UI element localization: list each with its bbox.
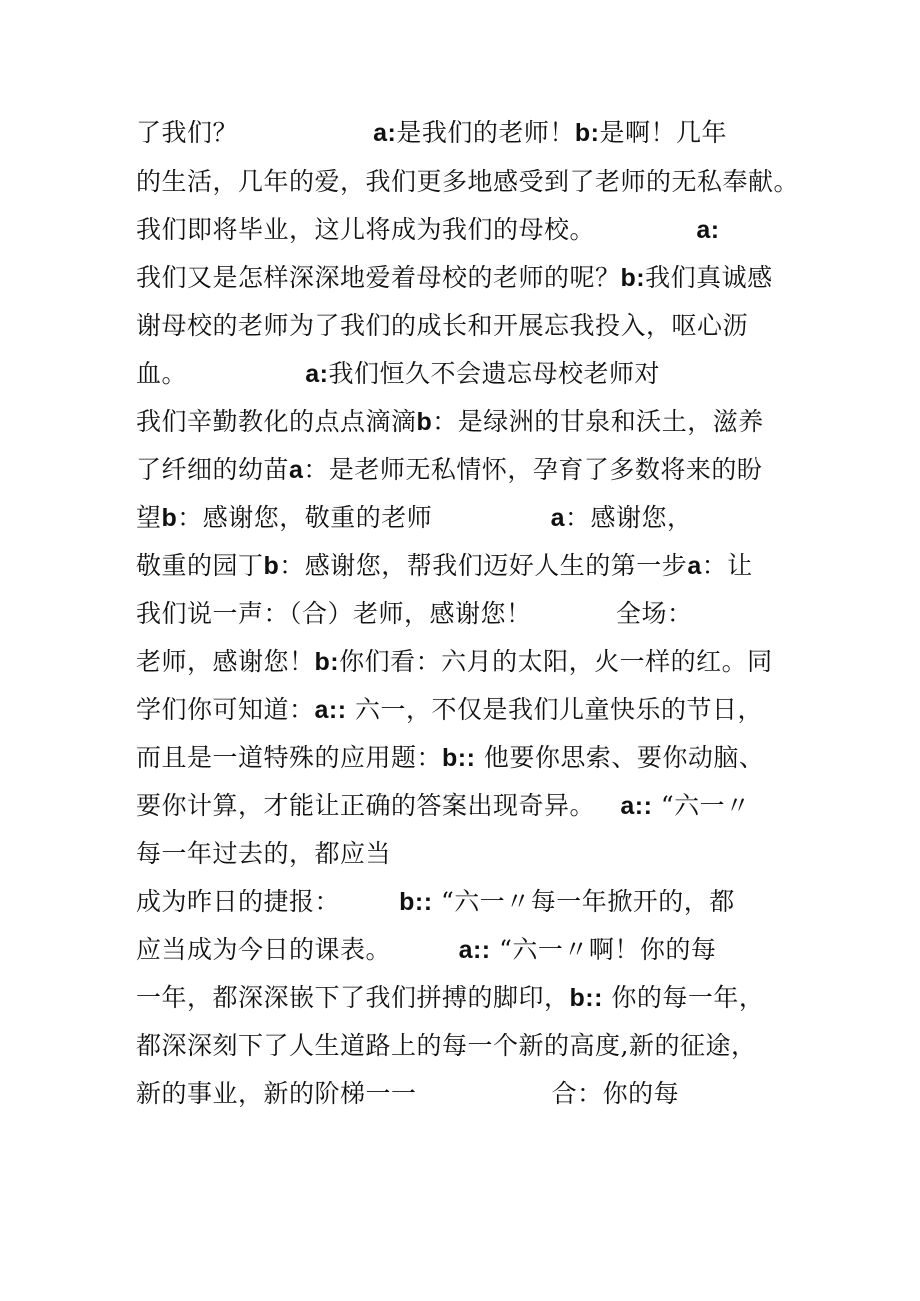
line-text: ：让: [701, 551, 753, 580]
line-text: 我们真诚感: [645, 263, 773, 292]
line-text: 谢母校的老师为了我们的成长和开展忘我投入，呕心沥: [136, 311, 749, 340]
line-text: ：感谢您，帮我们迈好人生的第一步: [279, 551, 688, 580]
line-text: 每一年过去的，都应当: [136, 839, 392, 868]
text-line: [136, 1074, 679, 1114]
line-text: ：感谢您，: [564, 503, 693, 532]
speaker-label: b:: [620, 264, 646, 292]
line-text: 我们恒久不会遗忘母校老师对: [328, 359, 661, 388]
text-line: [136, 162, 799, 202]
speaker-label: b::: [442, 744, 476, 772]
line-text: 我们辛勤教化的点点滴滴: [136, 407, 417, 436]
speaker-label: b::: [399, 888, 433, 916]
speaker-label: b: [161, 504, 178, 532]
speaker-label: a: [289, 456, 304, 484]
line-text: 要你计算，才能让正确的答案出现奇异。: [136, 791, 621, 820]
line-text: 新的事业，新的阶梯一一 合：你的每: [136, 1079, 680, 1108]
speaker-label: a:: [696, 216, 720, 244]
text-line: [136, 450, 762, 490]
line-text: 了纤细的幼苗: [136, 455, 290, 484]
text-line: [136, 210, 720, 250]
line-text: 成为昨日的捷报：: [136, 887, 400, 916]
line-text: “六一〃啊！你的每: [490, 935, 717, 964]
line-text: 一年，都深深嵌下了我们拼搏的脚印，: [136, 983, 570, 1012]
speaker-label: b: [263, 552, 280, 580]
text-line: [136, 498, 692, 538]
line-text: 是我们的老师！: [396, 118, 575, 147]
line-text: 了我们？: [136, 118, 374, 147]
line-text: 你们看：六月的太阳，火一样的红。同: [339, 647, 773, 676]
text-line: [136, 402, 764, 442]
line-text: ：是老师无私情怀，孕育了多数将来的盼: [303, 455, 763, 484]
text-line: [136, 738, 764, 778]
line-text: 学们你可知道：: [136, 695, 315, 724]
speaker-label: a: [550, 504, 565, 532]
line-text: 六一，不仅是我们儿童快乐的节日，: [346, 695, 764, 724]
line-text: 都深深刻下了人生道路上的每一个新的高度,新的征途，: [136, 1031, 757, 1060]
text-line: [136, 546, 753, 586]
text-line: [136, 306, 748, 346]
text-line: [136, 642, 773, 682]
line-text: 敬重的园丁: [136, 551, 264, 580]
line-text: 而且是一道特殊的应用题：: [136, 743, 443, 772]
speaker-label: b:: [574, 119, 600, 147]
speaker-label: a::: [314, 696, 347, 724]
speaker-label: a::: [458, 936, 491, 964]
text-line: [136, 882, 735, 922]
speaker-label: a: [687, 552, 702, 580]
line-text: “六一〃每一年掀开的，都: [432, 887, 735, 916]
line-text: ：感谢您，敬重的老师: [177, 503, 551, 532]
line-text: 望: [136, 503, 162, 532]
line-text: “六一〃: [652, 791, 751, 820]
line-text: ：是绿洲的甘泉和沃土，滋养: [432, 407, 764, 436]
text-line: [136, 354, 660, 394]
line-text: 我们说一声：（合）老师，感谢您！ 全场：: [136, 599, 693, 628]
line-text: 血。: [136, 359, 306, 388]
text-line: [136, 594, 692, 634]
line-text: 我们又是怎样深深地爱着母校的老师的呢？: [136, 263, 621, 292]
text-line: [136, 1026, 756, 1066]
speaker-label: a:: [373, 119, 397, 147]
speaker-label: b:: [314, 648, 340, 676]
text-line: [136, 834, 391, 874]
speaker-label: b::: [569, 984, 603, 1012]
text-line: [136, 786, 751, 826]
line-text: 是啊！几年: [599, 118, 728, 147]
line-text: 老师，感谢您！: [136, 647, 315, 676]
line-text: 你的每一年，: [602, 983, 765, 1012]
speaker-label: b: [416, 408, 433, 436]
speaker-label: a::: [620, 792, 653, 820]
text-line: [136, 258, 773, 298]
line-text: 的生活，几年的爱，我们更多地感受到了老师的无私奉献。: [136, 167, 800, 196]
text-line: [136, 690, 763, 730]
text-line: [136, 113, 727, 153]
line-text: 他要你思索、要你动脑、: [475, 743, 765, 772]
line-text: 应当成为今日的课表。: [136, 935, 459, 964]
text-line: [136, 930, 716, 970]
speaker-label: a:: [305, 360, 329, 388]
line-text: 我们即将毕业，这儿将成为我们的母校。: [136, 215, 697, 244]
text-line: [136, 978, 764, 1018]
